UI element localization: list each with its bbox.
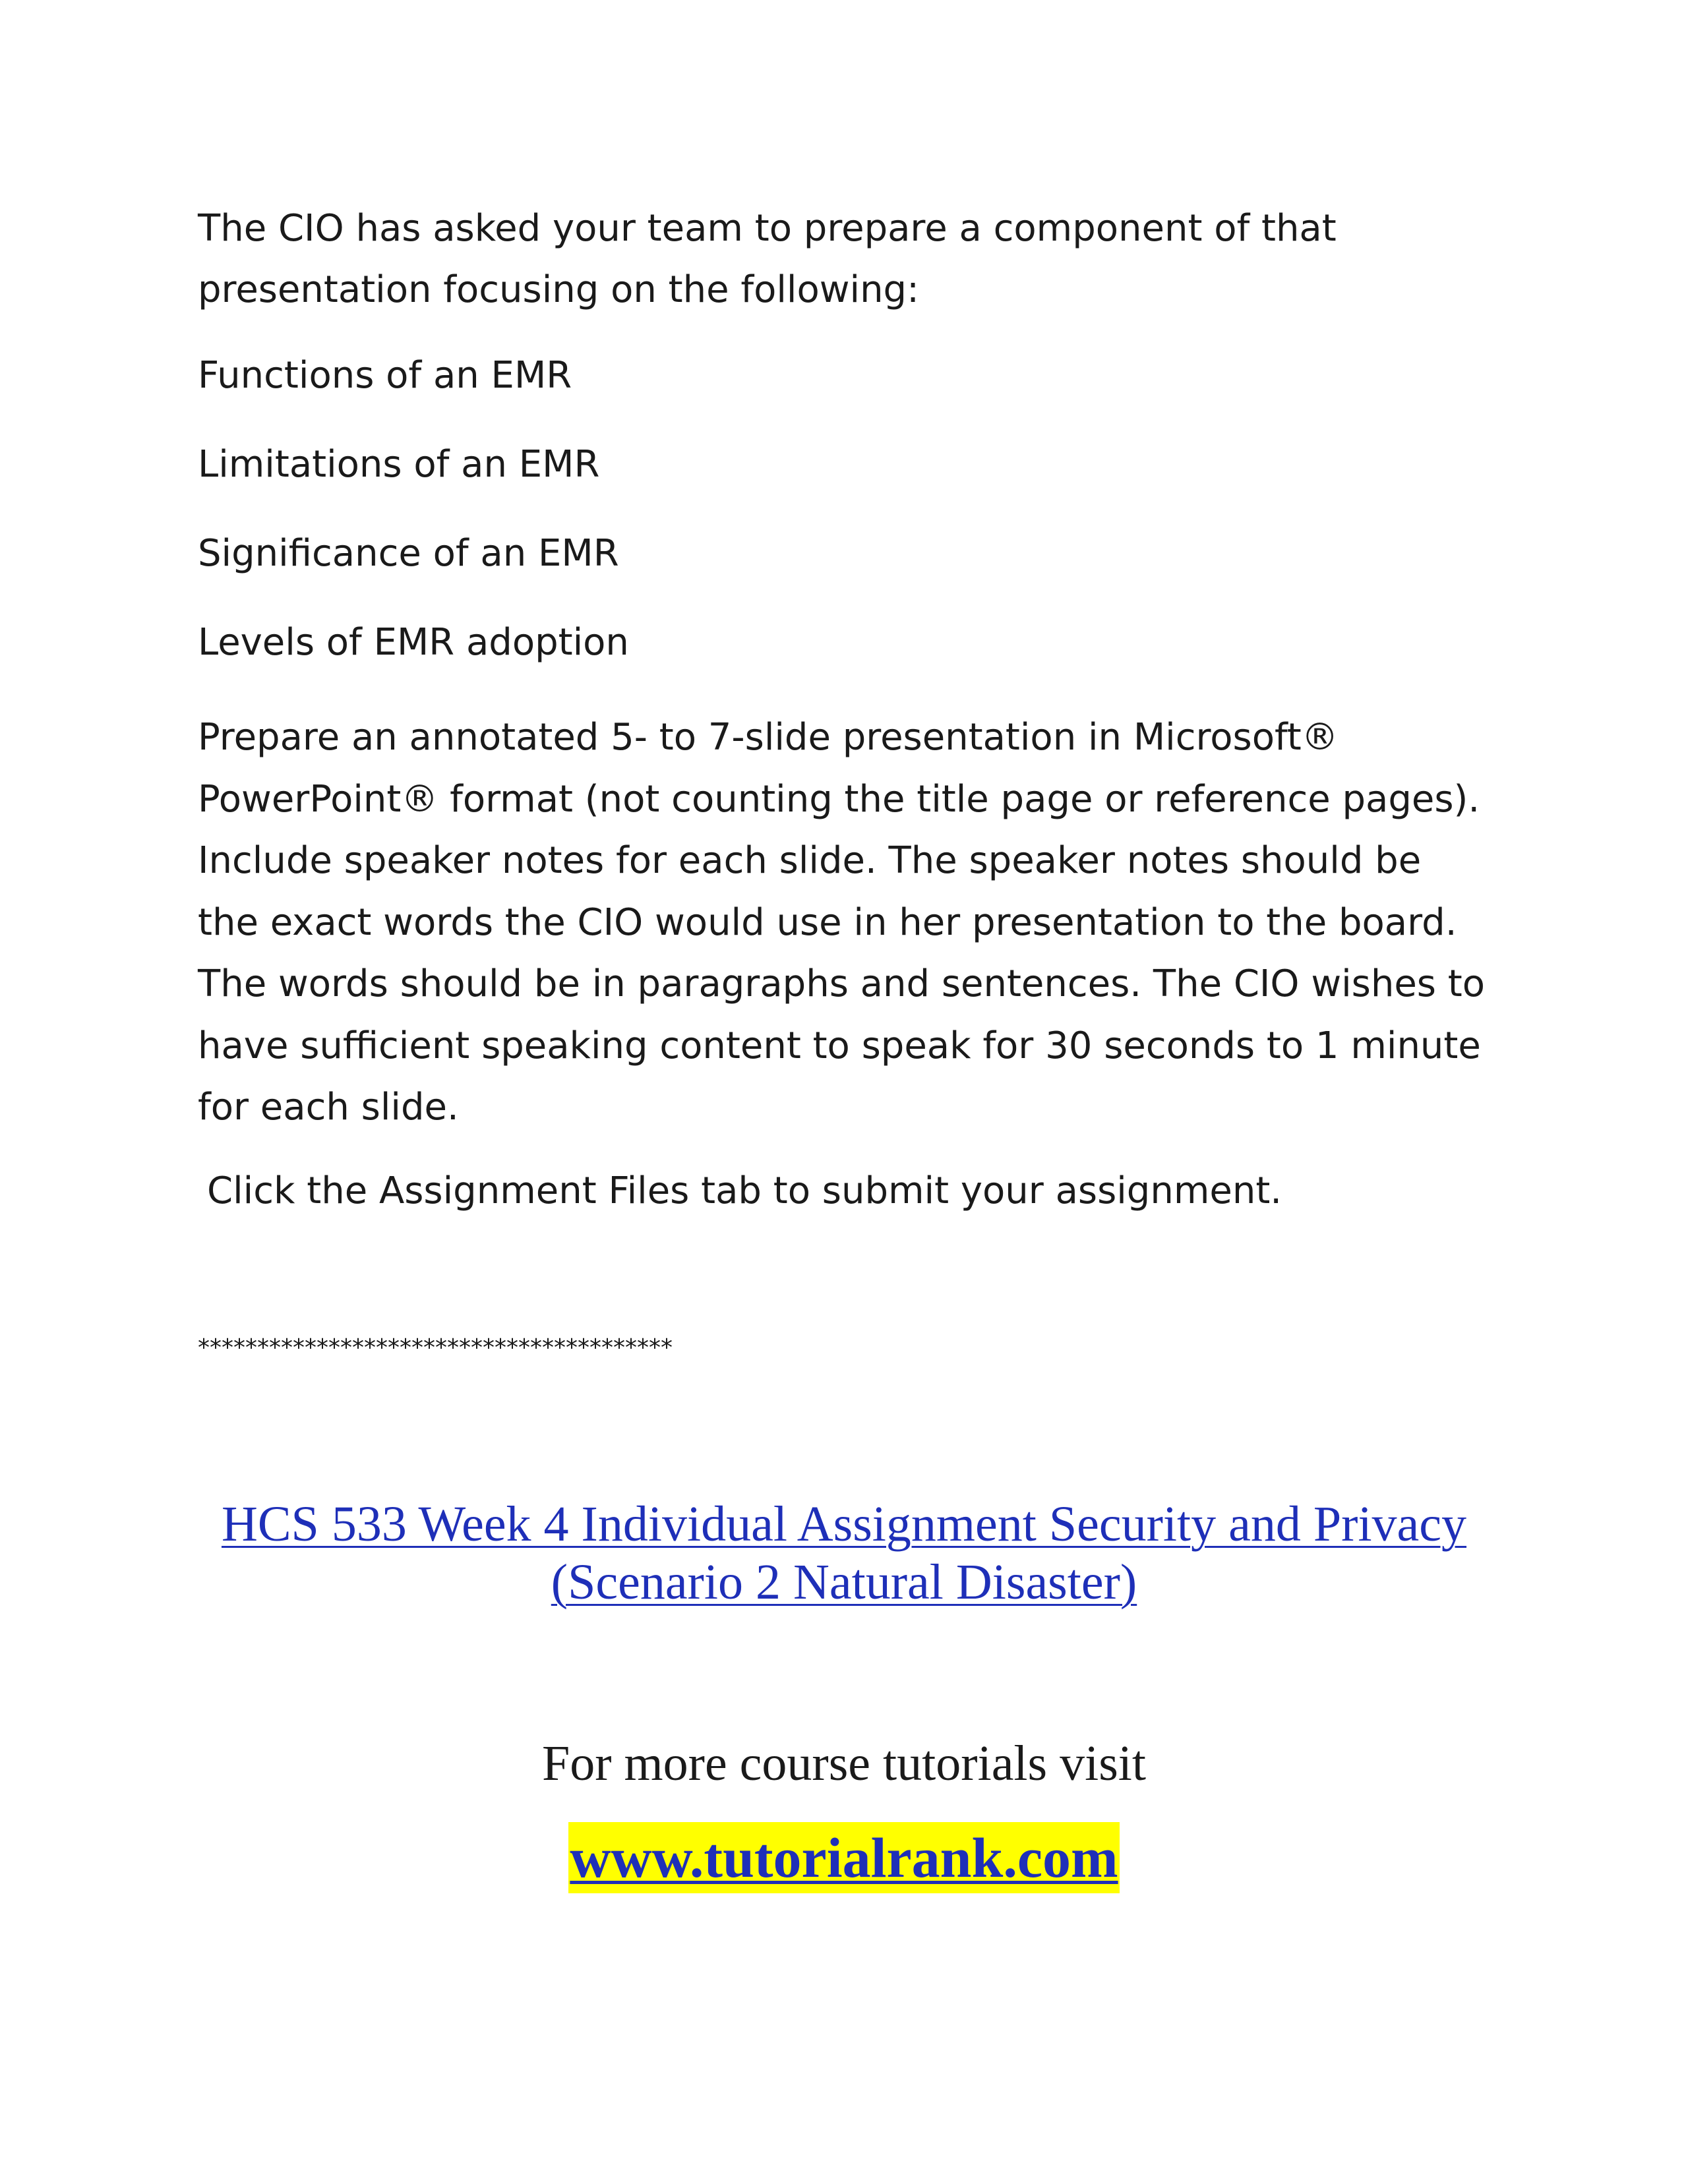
topic-item-adoption: Levels of EMR adoption: [198, 621, 629, 664]
intro-paragraph: The CIO has asked your team to prepare a component of that presentation focusing on the following:: [198, 207, 1337, 311]
url-container: [185, 1822, 1503, 1893]
more-tutorials-text: For more course tutorials visit: [541, 1736, 1147, 1791]
topic-item-limitations: Limitations of an EMR: [198, 443, 600, 486]
tutorialrank-url-link[interactable]: www.tutorialrank.com: [568, 1822, 1119, 1893]
topic-item-significance: Significance of an EMR: [198, 532, 619, 575]
assignment-title-link[interactable]: HCS 533 Week 4 Individual Assignment Security and Privacy (Scenario 2 Natural Disaster): [221, 1496, 1467, 1610]
submit-note: Click the Assignment Files tab to submit your assignment.: [207, 1169, 1282, 1212]
separator-stars: ****************************************: [198, 1334, 673, 1361]
instructions-paragraph: Prepare an annotated 5- to 7-slide presentation in Microsoft® PowerPoint® format (not counting the title page or reference pages). Include speaker notes for each slide. The speaker notes should be the exact words the CIO would use in her presentation to the board. The words should be in paragraphs and sentences. The CIO wishes to have sufficient speaking content to speak for 30 seconds to 1 minute for each slide.: [198, 716, 1485, 1129]
topic-item-functions: Functions of an EMR: [198, 354, 572, 397]
